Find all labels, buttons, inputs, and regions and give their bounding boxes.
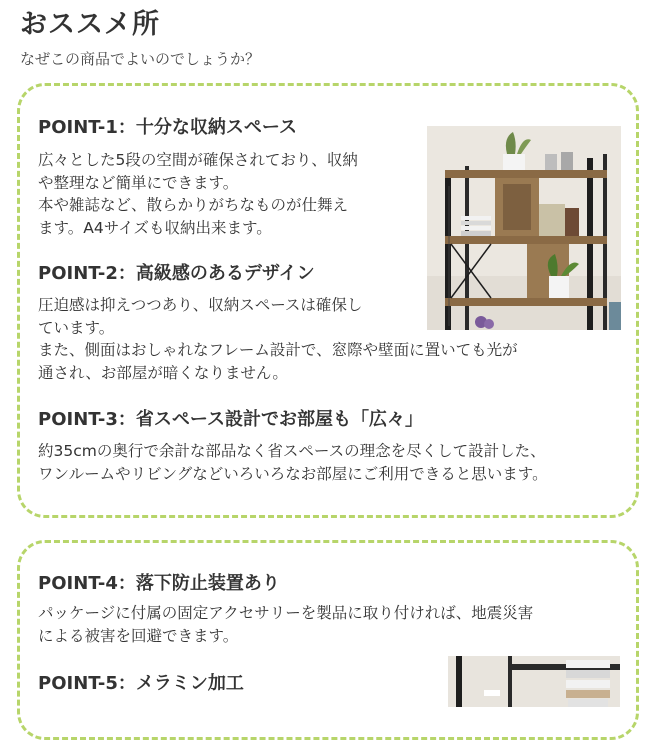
page-title: おススメ所 <box>20 9 160 40</box>
point-1-title: POINT-1：十分な収納スペース <box>38 117 297 138</box>
melamine-product-photo <box>448 656 620 707</box>
point-1-body: 広々とした5段の空間が確保されており、収納 や整理など簡単にできます。 本や雑誌など、散らかりがちなものが仕舞え ます。A4サイズも収納出来ます。 <box>38 151 358 237</box>
page-subtitle: なぜこの商品でよいのでしょうか？ <box>20 50 261 68</box>
point-4-body: パッケージに付属の固定アクセサリーを製品に取り付ければ、地震災害 による被害を回避できます。 <box>38 604 534 645</box>
point-2-title: POINT-2：高級感のあるデザイン <box>38 263 315 284</box>
point-4-title: POINT-4：落下防止装置あり <box>38 573 280 594</box>
point-2-body: 圧迫感は抑えつつあり、収納スペースは確保し ています。 また、側面はおしゃれなフレーム設計で、窓際や壁面に置いても光が 通され、お部屋が暗くなりません。 <box>38 296 518 382</box>
melamine-illustration <box>448 656 620 707</box>
point-3-body: 約35cmの奥行で余計な部品なく省スペースの理念を尽くして設計した、 ワンルームやリビングなどいろいろなお部屋にご利用できると思います。 <box>38 442 548 483</box>
point-3-title: POINT-3：省スペース設計でお部屋も「広々」 <box>38 409 423 430</box>
point-5-title: POINT-5：メラミン加工 <box>38 673 244 694</box>
